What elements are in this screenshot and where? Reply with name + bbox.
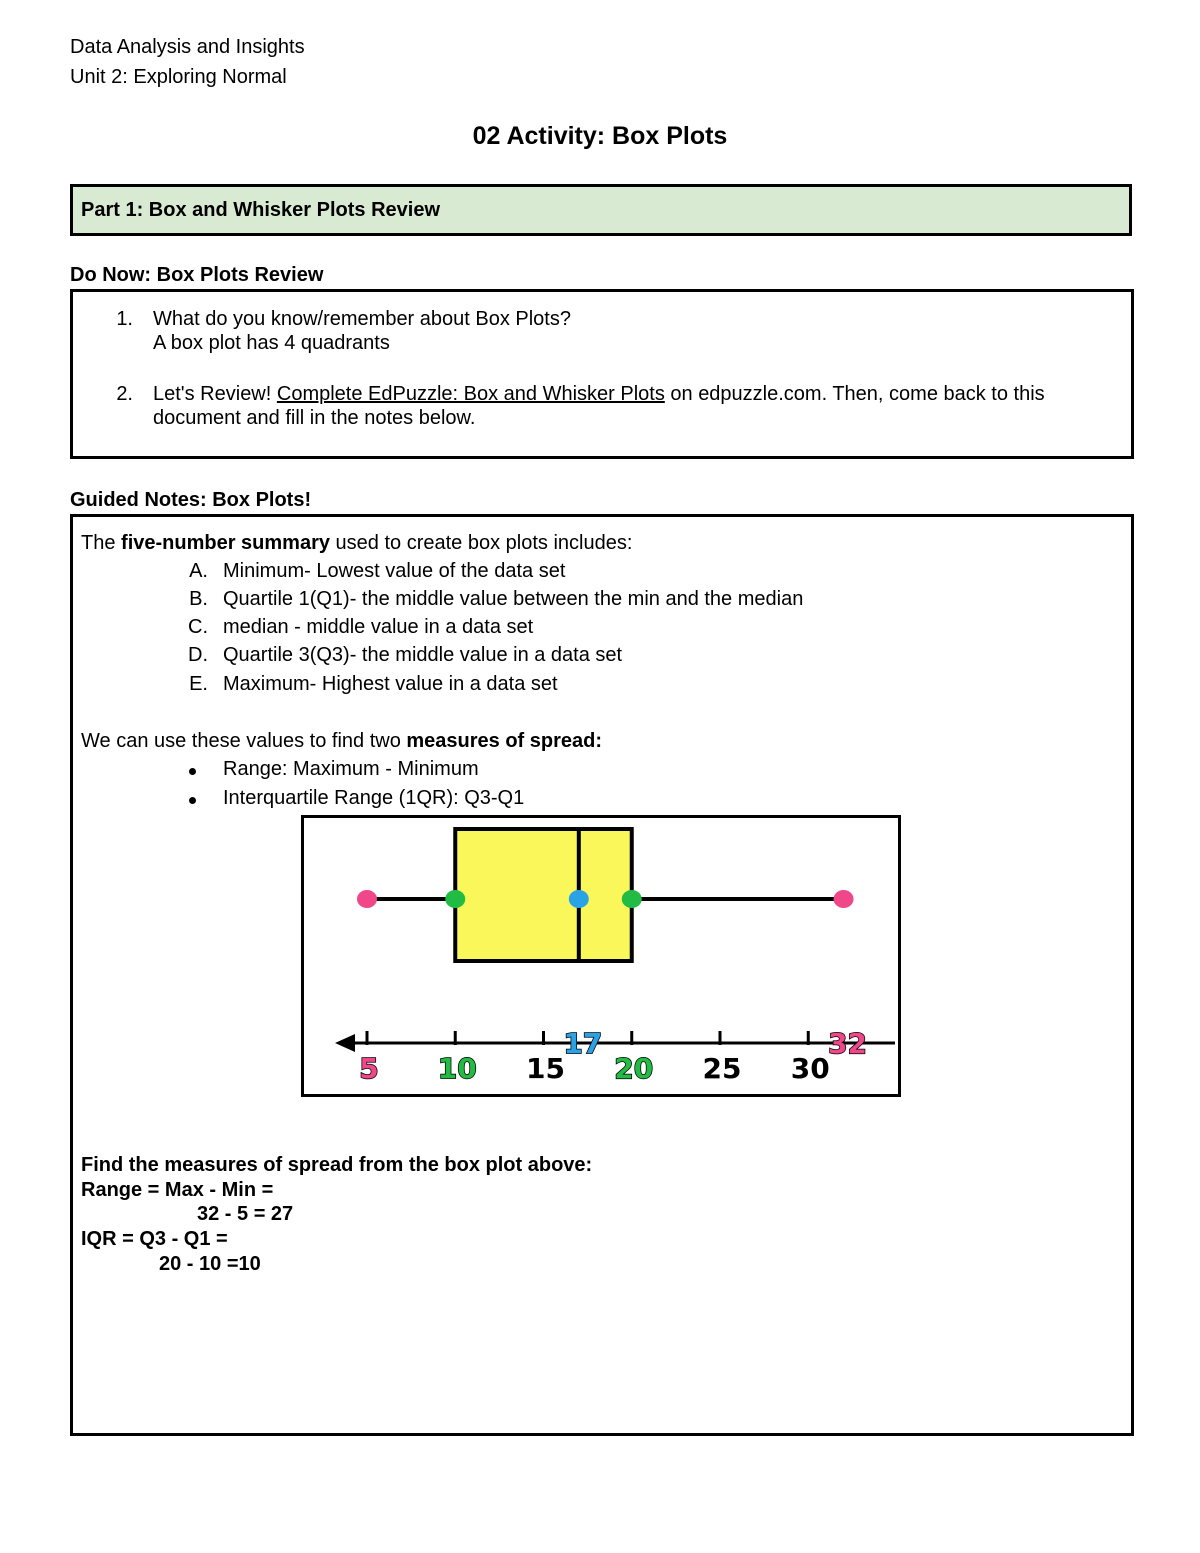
question-2-suffix: on edpuzzle.com. Then, come back to this (664, 383, 1045, 405)
iqr-calculation[interactable]: 20 - 10 =10 (159, 1253, 261, 1275)
item-number: 1. (116, 308, 133, 330)
course-title: Data Analysis and Insights (70, 36, 305, 58)
guided-notes-box (70, 514, 1134, 1436)
summary-item[interactable]: Maximum- Highest value in a data set (223, 673, 558, 695)
median-label: 17 (563, 1027, 603, 1060)
five-number-intro (81, 532, 632, 555)
tick-label: 20 (614, 1052, 654, 1085)
box-plot-figure (301, 815, 901, 1097)
q3-point (622, 890, 642, 908)
tick-label: 30 (790, 1052, 830, 1085)
spread-intro (81, 730, 602, 753)
spread-pre: We can use these values to find two (81, 730, 407, 752)
page-title: 02 Activity: Box Plots (472, 122, 728, 150)
range-def[interactable]: Range: Maximum - Minimum (223, 758, 479, 780)
iqr-formula: IQR = Q3 - Q1 = (81, 1228, 228, 1250)
item-number: 2. (116, 383, 133, 405)
question-2-prefix: Let's Review! (153, 383, 277, 405)
summary-letter: B. (189, 588, 208, 610)
edpuzzle-link[interactable]: Complete EdPuzzle: Box and Whisker Plots (276, 383, 665, 405)
max-label: 32 (828, 1027, 868, 1060)
unit-title: Unit 2: Exploring Normal (70, 66, 287, 88)
tick-label: 15 (526, 1052, 565, 1085)
question-2 (153, 383, 1045, 406)
summary-letter: C. (188, 616, 208, 638)
summary-letter: E. (189, 673, 208, 695)
answer-1[interactable]: A box plot has 4 quadrants (153, 332, 390, 354)
bullet-icon (189, 768, 196, 775)
tick-label: 25 (702, 1052, 742, 1085)
max-point (834, 890, 854, 908)
iqr-def[interactable]: Interquartile Range (1QR): Q3-Q1 (223, 787, 525, 809)
question-2-line2: document and fill in the notes below. (153, 407, 476, 429)
question-1: What do you know/remember about Box Plots? (153, 308, 571, 330)
guided-notes-heading: Guided Notes: Box Plots! (70, 489, 312, 511)
summary-letter: A. (189, 560, 208, 582)
tick-label: 10 (437, 1052, 477, 1085)
do-now-box (70, 289, 1134, 459)
summary-item[interactable]: Minimum- Lowest value of the data set (223, 560, 566, 582)
range-formula: Range = Max - Min = (81, 1179, 274, 1201)
bullet-icon (189, 797, 196, 804)
spread-bold: measures of spread: (406, 730, 603, 752)
q1-point (445, 890, 465, 908)
summary-item[interactable]: Quartile 1(Q1)- the middle value between the min and the median (223, 588, 804, 610)
min-point (357, 890, 377, 908)
summary-item[interactable]: Quartile 3(Q3)- the middle value in a data set (223, 644, 623, 666)
part1-label: Part 1: Box and Whisker Plots Review (81, 199, 440, 221)
tick-label: 5 (359, 1052, 379, 1085)
intro-post: used to create box plots includes: (330, 532, 633, 554)
summary-item[interactable]: median - middle value in a data set (223, 616, 534, 638)
find-spread-heading: Find the measures of spread from the box plot above: (81, 1154, 593, 1176)
iqr-box (455, 829, 632, 961)
intro-pre: The (81, 532, 122, 554)
part1-banner (70, 184, 1132, 236)
do-now-heading: Do Now: Box Plots Review (70, 264, 324, 286)
intro-bold: five-number summary (121, 532, 330, 554)
median-point (569, 890, 589, 908)
range-calculation[interactable]: 32 - 5 = 27 (197, 1203, 294, 1225)
summary-letter: D. (188, 644, 208, 666)
